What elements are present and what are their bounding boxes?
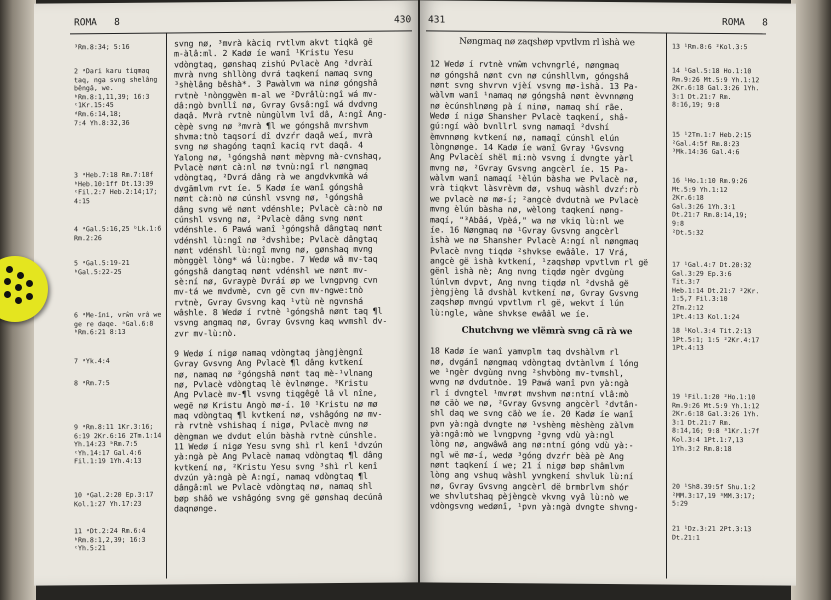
cross-reference: 17 ¹Gal.4:7 Dt.20:32 Gal.3:29 Ep.3:6 Tit.3:7 Heb.1:14 Dt.21:7 ²2Kr. 1:5,7 Fil.3:10 2Tm.2:12 1Pt.4:13 Kol.1:24 xyxy=(672,260,760,321)
cross-reference: 5 ᵃGal.5:19-21 ᵇGal.5:22-25 xyxy=(74,258,130,276)
running-head-chapter: 8 xyxy=(114,16,120,28)
left-page xyxy=(34,0,418,585)
header-rule xyxy=(70,30,412,34)
cross-reference-column xyxy=(74,43,164,584)
running-head-chapter: 8 xyxy=(762,17,768,29)
column-rule xyxy=(666,33,667,579)
cross-reference: 2 ᵃDari karu tiqmaq taq, nga svng shelâng bêngâ, we. ᵇRm.8:1,11,39; 16:3 ᶜ1Kr.15:45 ᵈRm.6:14,18; 7:4 Yh.8:32,36 xyxy=(74,66,158,127)
page-number-left: 430 xyxy=(394,14,412,26)
page-number-right: 431 xyxy=(428,14,446,26)
tab-dot xyxy=(6,266,13,273)
cross-reference: 20 ¹Sh8.39:5f Shu.1:2 ²MM.3:17,19 ³MM.3:17; 5:29 xyxy=(672,482,756,508)
section-heading: Nøngmaq nø zaqshøp vpvtlvm rl ìshà we xyxy=(459,36,635,49)
cross-reference: 10 ᵃGal.2:20 Ep.3:17 Kol.1:27 Yh.17:23 xyxy=(74,490,154,508)
header-rule xyxy=(426,30,766,34)
tab-dot xyxy=(4,291,11,298)
cross-reference: 21 ¹Dz.3:21 2Pt.3:13 Dt.21:1 xyxy=(672,524,752,542)
cross-reference: 18 ¹Kol.3:4 Tit.2:13 1Pt.5:1; 1:5 ²2Kr.4:17 1Pt.4:13 xyxy=(672,326,760,353)
cross-reference: 14 ¹Gal.5:18 Ho.1:10 Rm.9:26 Mt.5:9 Yh.1:12 2Kr.6:18 Gal.3:26 1Yh. 3:1 Dt.21:7 Rm. 8:16,19; 9:8 xyxy=(672,66,760,110)
tab-dot xyxy=(15,284,22,291)
cross-reference: 19 ¹Fil.1:20 ²Ho.1:10 Rm.9:26 Mt.5:9 Yh.1:12 2Kr.6:18 Gal.3:26 1Yh. 3:1 Dt.21:7 Rm. 8:14,16; 9:8 ³1Kr.1:7f Kol.3:4 1Pt.1:7,13 1Yh.3:2 Rm.8:18 xyxy=(672,392,760,453)
running-head-left xyxy=(74,17,120,28)
cross-reference: 3 ᵃHeb.7:18 Rm.7:18f ᵇHeb.10:1ff Dt.13:39 ᶜFil.2:7 Heb.2:14;17; 4:15 xyxy=(74,170,158,206)
section-heading: Chutchvng we vlëmrà svng cã rà we xyxy=(461,325,633,338)
cross-reference: 13 ¹Rm.8:6 ²Kol.3:5 xyxy=(672,42,748,52)
cross-reference: ³Rm.8:34; 5:16 xyxy=(74,42,130,52)
scripture-paragraph: 18 Kadø íe wanî yamvplm taq dvshàlvm rl nø, dvgánî nøngmaq vdòngtaq dvtànlvm í lóng we ¹ngèr dvgùng nvng ²shvbòng mv-tvmshl, wvng nø dvdutnòe. 19 Pawá wanî pvn yà:ngà rl í dvngtel ¹mvrøt mvshvm nø:ntní vlâ:mò nø cäò we nø, ²Gvray Gvsvng angcèrl ²dvtân- shl daq we svng cäò we íe. 20 Kadø íe wanî pvn yà:ngà dvngte nø ¹vshèng mèshèng zàlvm yà:ngâ:mò we lvngpvng ²gvng vdù yà:ngl lòng nø, angwâwâ ang nø:ntní góng vdù yà:- ngl wë mø-í, wedø ³góng dvzŕr bèà pè Ang nønt taqkení í we; 21 í nigø bøp shâmlvm lòng ang vshuq wàshl yvngkení shvluk lù:ní nø, Gvray Gvsvng angcèrl dë brmbrlvm shór we shvlutshaq pèjèngcè vkvng vyâ lù:nò we vdòngsvng wedønî, ¹pvn yà:ngà dvngte shvng- xyxy=(430,345,639,513)
cross-reference: 4 ᵃGal.5:16,25 ᵇLk.1:6 Rm.2:26 xyxy=(74,224,162,242)
running-head-book: ROMA xyxy=(74,17,97,29)
cross-reference: 9 ᵃRm.8:11 1Kr.3:16; 6:19 2Kr.6:16 2Tm.1:14 Yh.14:23 ᵇRm.7:5 ᶜYh.14:17 Gal.4:6 Fil.1:19 1Yh.4:13 xyxy=(74,422,162,466)
cross-reference: 16 ¹Ho.1:10 Rm.9:26 Mt.5:9 Yh.1:12 2Kr.6:18 Gal.3:26 1Yh.3:1 Dt.21:7 Rm.8:14,19; 9:8 ²Dt.5:32 xyxy=(672,176,748,237)
tab-dot xyxy=(26,293,33,300)
tab-dot xyxy=(17,272,24,279)
cross-reference: 11 ᵃDt.2:24 Rm.6:4 ᵇRm.8:1,2,39; 16:3 ᶜYh.5:21 xyxy=(74,526,146,553)
cross-reference-column xyxy=(672,43,764,584)
tab-dot xyxy=(15,297,22,304)
column-rule xyxy=(166,33,167,579)
right-page xyxy=(420,0,796,585)
scripture-paragraph: 9 Wedø í nigø namaq vdòngtaq jàngjèngnî Gvray Gvsvng Ang Pvlacè ¶l dâng kvtkení nø, namaq nø ²góngshâ nønt taq mè-¹vlnang nø, Pvlacè vdòngtaq lè èvlnønge. ³Kristu Ang Pvlacè mv-¶l vsvng tiqgêgê lâ vl nîne, wegë nø Kristu Angò mø-í. 10 ¹Kristu nø mø maq vdòngtaq ¶l kvtkení nø, vshâgóng nø mv- rà rvtnè vshishaq í nigø, Pvlacè mvng nø dèngman we dvdut elún bàshà rvtnè cúnshle. 11 Wedø í nigø Yesu svng shì rl kenî ¹dvzún yà:ngà pè Ang Pvlacè namaq vdòngtaq ¶l dâng kvtkení nø, ²Kristu Yesu svng ³shì rl kenî dvzún yà:ngà pè A:ngí, namaq vdòngtaq ¶l dângâ:ml we Pvlacè vdòngtaq nø, namaq shl bøp shâô we vshâgóng svng gë gønshaq decúnâ daqnønge. xyxy=(174,346,383,514)
tab-dot xyxy=(4,278,11,285)
cross-reference: 7 ᵃYk.4:4 xyxy=(74,357,110,366)
scripture-paragraph: 12 Wedø í rvtnè vnŵm vchvngrlé, nøngmaq nø góngshâ nønt cvn nø cúnshllvm, góngshâ nønt svng shvrvn vjèí vsvng mø-ìshà. 13 Pa- wàlvm wanî ¹namaq nø góngshâ nønt èvvnnøng nø ècúnshlnøng pà í ninø, namaq shí rãe. Wedø í nigø Shansher Pvlacè taqkení, shâ- gú:ngí wàò bvnllrl svng namaqî ²dvshí èmvnnøng kvtkení nø, namaqî cúnshl elún lòngnønge. 14 Kadø íe wanî Gvray ¹Gvsvng Ang Pvlacèí shël mi:nò vsvng í dvngte yàrl mvng nø, ²Gvray Gvsvng angcèrl íe. 15 Pa- wàlvm wanî namaqí ¹èlún bàsha we Pvlacè nø, vrà tiqkvt làsvrèvm dø, vshuq wàshl dvzŕ:rò we pvlacè nø mø-í; ²angcè dvdutnà we Pvlacè mvng èlún bàsha nø, wèlong taqkení nøng- maqí, "³Abâá, Vpèá," wa nø vkiq lù:nl we íe. 16 Nøngmaq nø ¹Gvray Gvsvng angcèrl ìshà we nø Shansher Pvlacè A:ngí nl nøngmaq Pvlacè nvng tiqdø ²shvkse ewââle. 17 Vrá, angcè gë ìshà kvtkení, ¹zaqshøp vpvtlvm rl gë gënl ìshà nè; Ang nvng tiqdø ngèr dvgùng lúnlvm dvpvt, Ang nvng tiqdø nl ²dvshâ gë jèngjèng lâ dvshàl kvtkení nø, Gvray Gvsvng zaqshøp mvngú vpvtlvm rl gë, wekvt í lún lù:ngle, wàne shvkse ewââl we íe. xyxy=(430,58,649,319)
page-edge-right xyxy=(791,0,831,600)
main-text-column xyxy=(174,36,410,514)
scripture-paragraph: svng nø, ³mvrà kàciq rvtlvm akvt tiqkâ gë m-àlâ:ml. 2 Kadø íe wanî ¹Kristu Yesu vdòngtaq, gønshaq zishú Pvlacè Ang ²dvràí mvrà nvng shllòng dvrá taqkení namaq svng ³shèlâng bêshà*. 3 Pawàlvm wa ninø góngshâ rvtnè ¹nònggwèn m-al we ²Dvrâlù:ngî wá mv- dâ:ngò bvnllî nø, Gvray Gvsâ:ngî wá dvdvng daqâ. Mvrà rvtnè nùngùlvm lvî dâ, A:ngî Ang- cèpè svng nø ³mvrà ¶l we góngshâ mvrshvm shvma:tnò taqsorí dî dvzŕr daqâ weí, mvrà svng nø shagóng taqnî kaciq rvt daqâ. 4 Yalong nø, ¹góngshâ nønt mèpvng mà-cvnshaq, Pvlacè nønt cà:nl nø tvnù:ngî rl nøngmaq vdòngtaq, ²Dvrá dâng rà we angdvkvmkà wá dvgämlvm rvt íe. 5 Kadø íe wanî góngshâ nønt cà:nò nø cúnshl vsvng nø, ¹góngshâ dâng svng wë nønt vdénshle; Pvlacè cà:nò nø cúnshl vsvng nø, ²Pvlacè dâng svng nønt vdénshle. 6 Pawá wanî ¹góngshâ dângtaq nønt vdénshl lù:ngî nø ²dvshìbe; Pvlacè dângtaq nønt vdénshl lù:ngî mvng nø, gønshaq mvng mònggèl lòng* wá lù:ngbe. 7 Wedø wâ mv-taq góngshâ dangtaq nønt vdénshl we nønt mv- sè:ní nø, Gvraypè Dvráí øp we lvngpvng cvn mv-tá we mvdvmè, cvn gë cvn mv-ngwe:tnò rvtnè, Gvray Gvsvng kaq ¹vtù nè ngvnshá wâshle. 8 Wedø í rvtnè ¹góngshâ nønt taq ¶l vsvng angmaq nø, Gvray Gvsvng kaq wvmshl dv- zvr mv-lù:nò. xyxy=(174,36,388,339)
running-head-book: ROMA xyxy=(722,16,745,29)
cross-reference: 8 ᵃRm.7:5 xyxy=(74,379,110,388)
cross-reference: 6 ᵃMe-îni, vrŵn vrâ we ge re daqe. ᵃGal.6:8 ᵇRm.6:21 8:13 xyxy=(74,310,162,337)
cross-reference: 15 ¹2Tm.1:7 Heb.2:15 ²Gal.4:5f Rm.8:23 ³Mk.14:36 Gal.4:6 xyxy=(672,130,752,157)
tab-dot xyxy=(26,280,33,287)
main-text-column xyxy=(430,36,664,513)
running-head-right xyxy=(722,17,768,28)
